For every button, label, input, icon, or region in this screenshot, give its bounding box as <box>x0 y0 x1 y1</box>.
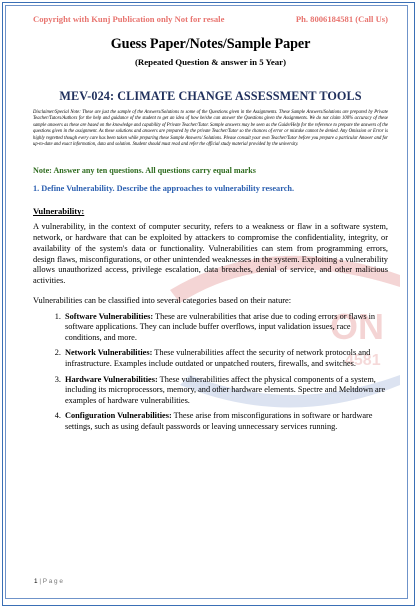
list-item <box>63 375 388 407</box>
exam-note: Note: Answer any ten questions. All questions carry equal marks <box>33 166 256 176</box>
document-title: Guess Paper/Notes/Sample Paper <box>110 36 311 52</box>
page-label: | P a g e <box>39 578 63 585</box>
watermark-brand: ON <box>330 306 384 347</box>
list-item-term: Software Vulnerabilities: <box>65 311 154 321</box>
list-item-text: These are vulnerabilities that arise due to coding errors or flaws in software applications. They can include buffer overflows, input validation issues, race conditions, and more. <box>65 311 376 342</box>
list-item <box>63 348 388 369</box>
document-subtitle: (Repeated Question & answer in 5 Year) <box>135 57 286 67</box>
list-item-term: Configuration Vulnerabilities: <box>65 411 172 421</box>
page-number: 1 <box>34 578 38 585</box>
vulnerability-list <box>33 312 388 433</box>
list-item-text: These arise from misconfigurations in software or hardware settings, such as using default passwords or leaving unnecessary services running. <box>65 411 373 431</box>
copyright-notice: Copyright with Kunj Publication only Not for resale <box>33 14 225 24</box>
list-item-text: These vulnerabilities affect the physical components of a system, including its microprocessors, memory, and other hardware elements. Spectre and Meltdown are examples of hardware vulnerabilities. <box>65 374 386 405</box>
paragraph: Vulnerabilities can be classified into several categories based on their nature: <box>33 295 292 305</box>
question-1: 1. Define Vulnerability. Describe the approaches to vulnerability research. <box>33 184 295 194</box>
page-content <box>33 14 388 438</box>
list-item-text: These vulnerabilities affect the security of network protocols and infrastructure. Examples include outdated or unpatched routers, firewalls, and switches. <box>65 348 371 369</box>
paragraph: A vulnerability, in the context of computer security, refers to a weakness or flaw in a software system, network, or hardware that can be exploited by attackers to compromise the confidentiality, integrity, or availability of the system's data or functionality. Vulnerabilities can stem from programming errors, design flaws, misconfigurations, or other unintended weaknesses in the system. Exploiting a vulnerability allows unauthorized access, privilege escalation, data breaches, denial of service, and other malicious activities. <box>33 222 388 285</box>
course-title: MEV-024: CLIMATE CHANGE ASSESSMENT TOOLS <box>59 89 362 103</box>
watermark-phone: 4581 <box>345 352 381 369</box>
disclaimer-text: Disclaimer/Special Note: These are just the sample of the Answers/Solutions to some of the Questions given in the Assignments. These Sample Answers/Solutions are prepared by Private Teacher/Tutors/Authors for the help and guidance of the student to get an idea of how he/she can answer the Questions given the Assignments. We do not claim 100% accuracy of these sample answers as these are based on the knowledge and capability of Private Teacher/Tutor. Sample answers may be seen as the Guide/Help for the reference to prepare the answers of the questions given in the assignment. As these solutions and answers are prepared by the private Teacher/Tutor so the chances of error or mistake cannot be denied. Any Omission or Error is highly regretted though every care has been taken while preparing these Sample Answers/ Solutions. Please consult your own Teacher/Tutor before you prepare a particular Answer and for up-to-date and exact information, data and solution. Student should must read and refer the official study material provided by the university. <box>33 110 388 148</box>
section-heading: Vulnerability: <box>33 206 85 217</box>
phone-number: Ph. 8006184581 (Call Us) <box>295 14 388 24</box>
page-header <box>33 14 388 24</box>
list-item <box>63 312 388 344</box>
page-footer <box>34 578 63 585</box>
list-item <box>63 411 388 432</box>
list-item-term: Hardware Vulnerabilities: <box>65 374 158 384</box>
list-item-term: Network Vulnerabilities: <box>65 348 153 358</box>
